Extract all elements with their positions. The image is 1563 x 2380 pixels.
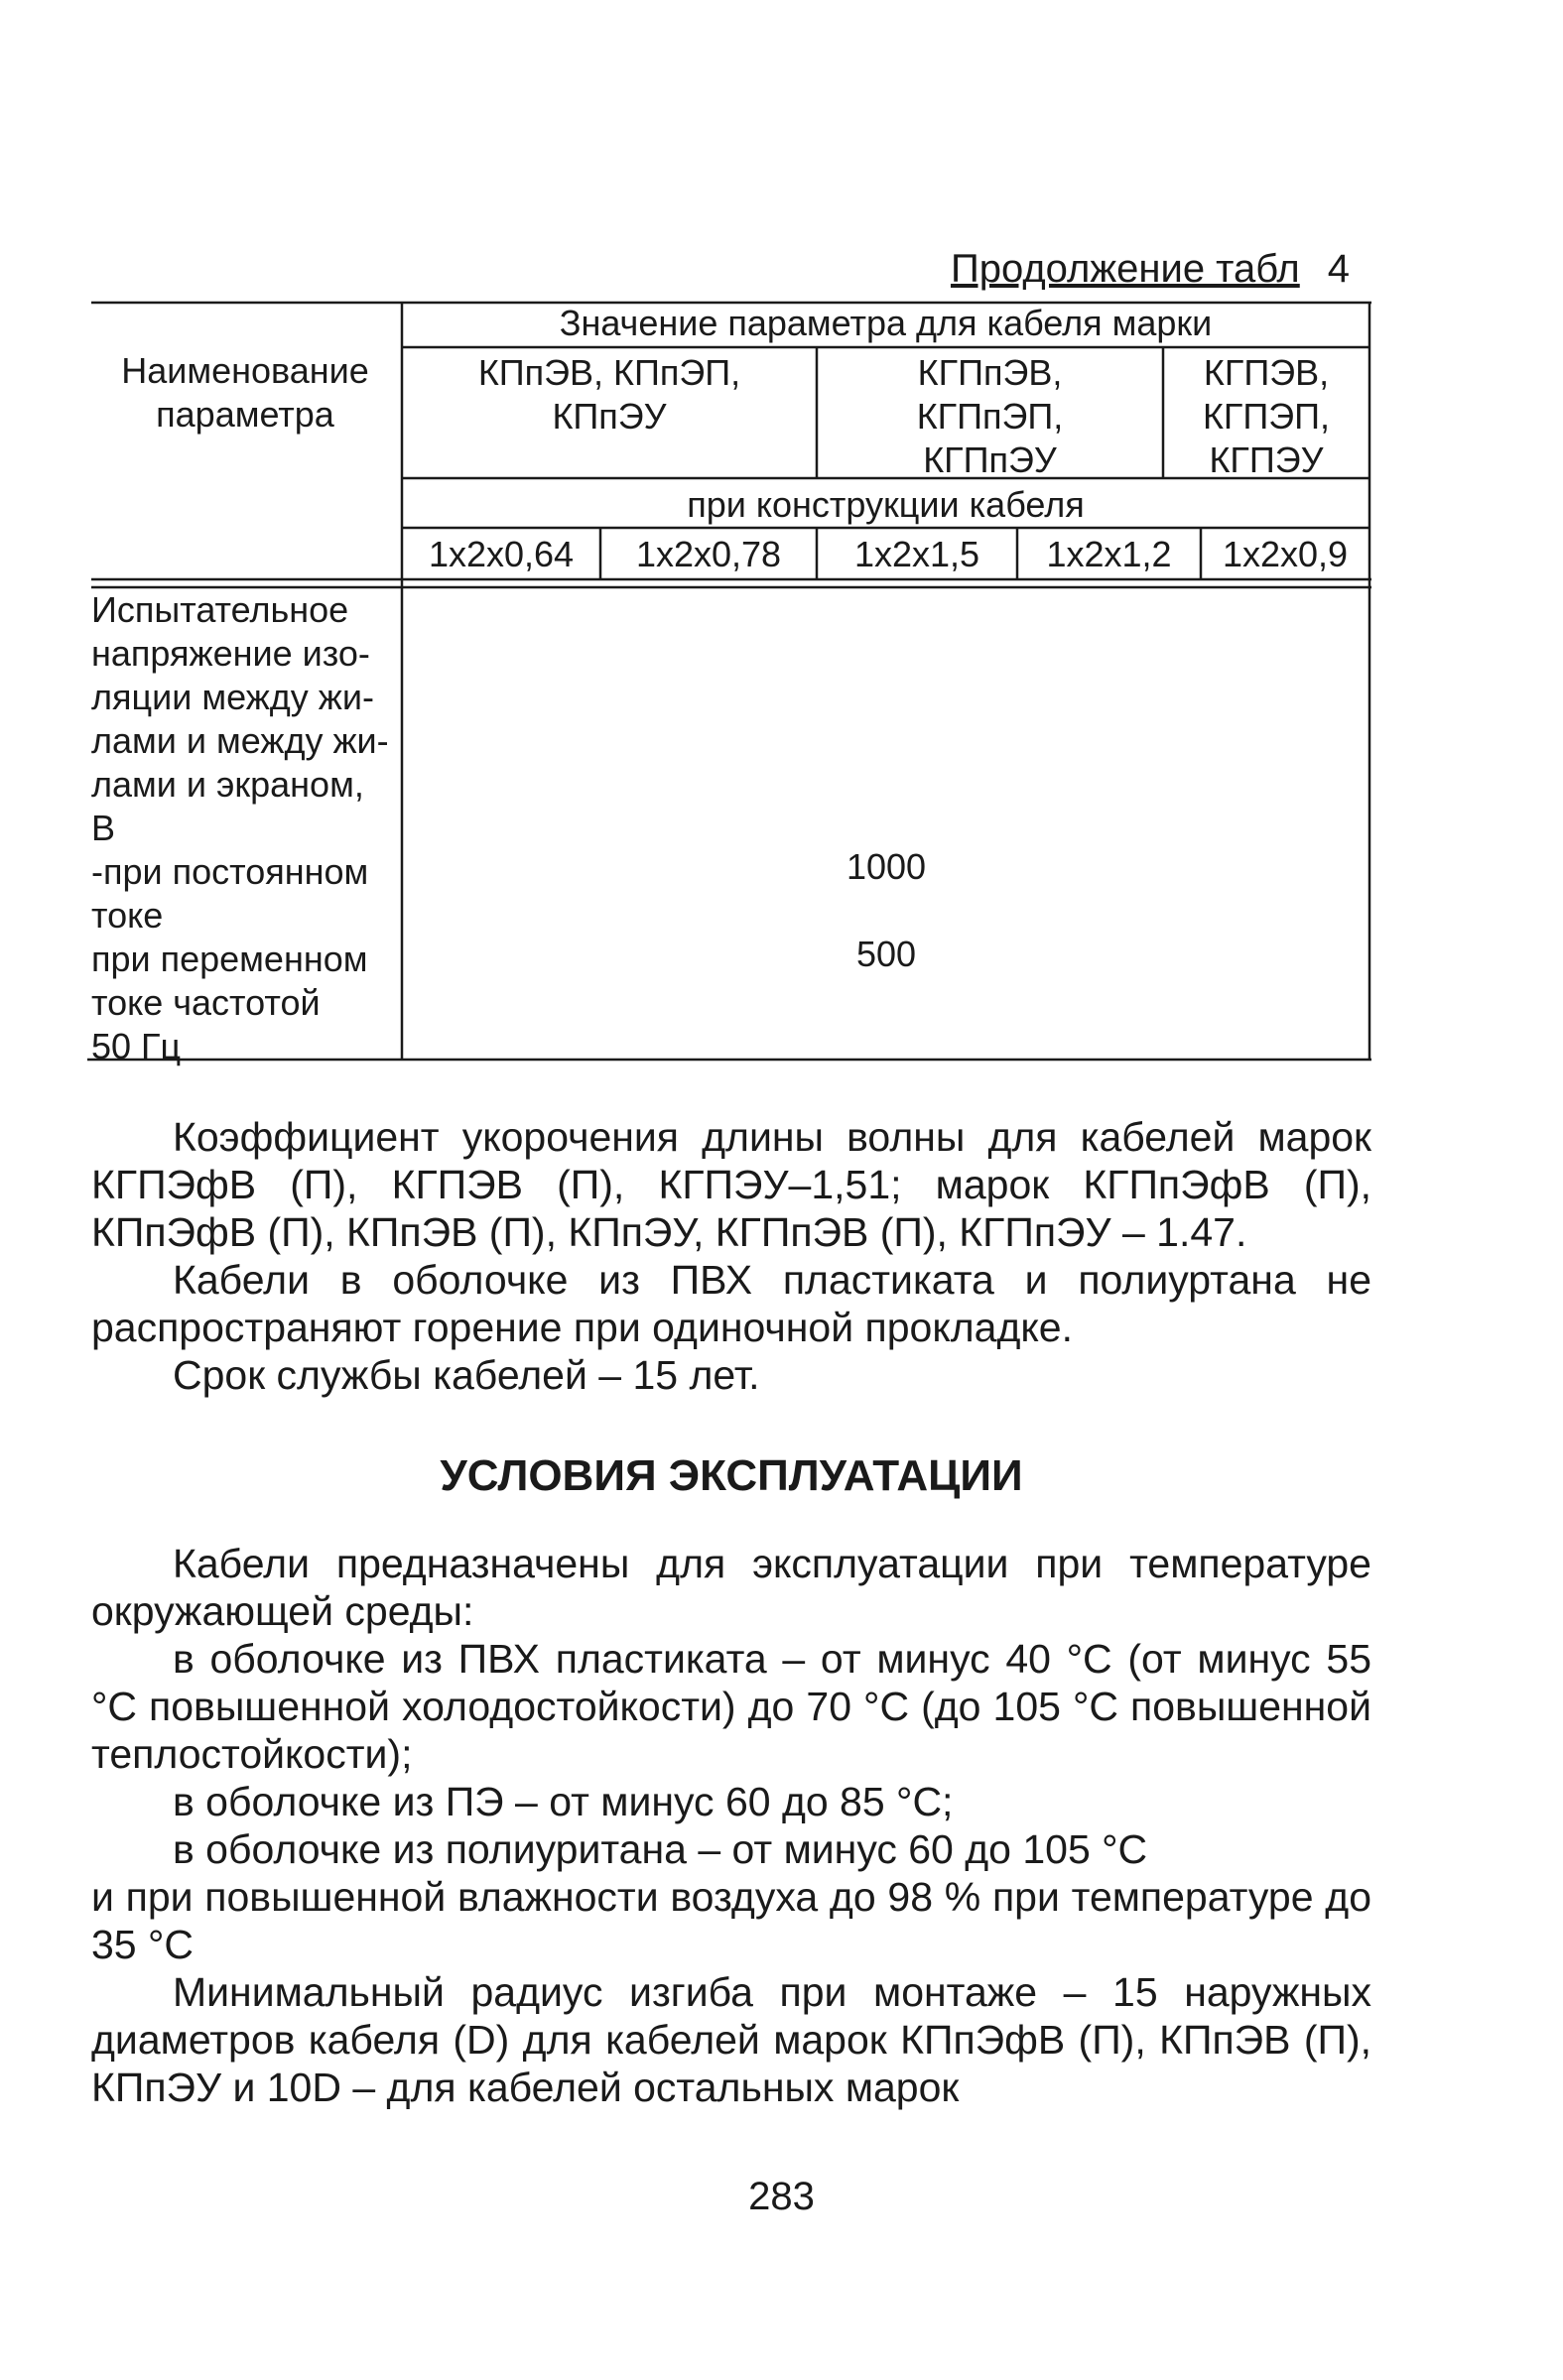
- brand-group-line: КПпЭУ: [552, 396, 667, 437]
- param-column-header: [111, 349, 379, 437]
- construction-cell: 1х2х1,5: [853, 534, 980, 574]
- param-line: 50 Гц: [91, 1026, 182, 1066]
- text-block-conditions: [91, 1540, 1371, 2111]
- construction-cell: 1х2х0,78: [635, 534, 782, 574]
- param-line: В: [91, 808, 116, 848]
- paragraph-flame: Кабели в оболочке из ПВХ пластиката и полиуртана не распространяют горение при одиночной прокладке.: [91, 1257, 1371, 1350]
- param-line: напряжение изо-: [91, 633, 370, 674]
- param-column-header-line: параметра: [156, 394, 334, 435]
- param-line: ляции между жи-: [91, 677, 374, 717]
- paragraph-bend-radius: Минимальный радиус изгиба при монтаже – 15 наружных диаметров кабеля (D) для кабелей марок КПпЭфВ (П), КПпЭВ (П), КПпЭУ и 10D – для кабелей остальных марок: [91, 1969, 1371, 2110]
- param-line: лами и экраном,: [91, 764, 364, 805]
- brand-group-2: [817, 351, 1163, 482]
- construction-cell: 1х2х0,64: [428, 534, 575, 574]
- table-caption-text: Продолжение табл: [950, 247, 1300, 291]
- paragraph-conditions-intro: Кабели предназначены для эксплуатации при температуре окружающей среды:: [91, 1541, 1371, 1634]
- param-line: при переменном: [91, 939, 368, 979]
- paragraph-shortening-coefficient: Коэффициент укорочения длины волны для кабелей марок КГПЭфВ (П), КГПЭВ (П), КГПЭУ–1,51; марок КГПпЭфВ (П), КПпЭфВ (П), КПпЭВ (П), КПпЭУ, КГПпЭВ (П), КГПпЭУ – 1.47.: [91, 1114, 1371, 1255]
- construction-header: при конструкции кабеля: [687, 484, 1085, 525]
- paragraph-humidity: и при повышенной влажности воздуха до 98 % при температуре до 35 °С: [91, 1874, 1371, 1967]
- brand-group-line: КГПпЭУ: [923, 439, 1057, 480]
- construction-cell: 1х2х1,2: [1046, 534, 1172, 574]
- param-line: Испытательное: [91, 589, 349, 630]
- param-description: [91, 588, 399, 1068]
- brand-group-line: КГПЭВ,: [1203, 352, 1330, 393]
- brand-group-line: КГПЭУ: [1209, 439, 1324, 480]
- brand-group-line: КГПпЭП,: [916, 396, 1064, 437]
- value-header: Значение параметра для кабеля марки: [559, 303, 1213, 343]
- paragraph-pe-temp: в оболочке из ПЭ – от минус 60 до 85 °С;: [173, 1779, 954, 1824]
- brand-group-line: КГПЭП,: [1202, 396, 1331, 437]
- brand-group-3: [1163, 351, 1369, 482]
- brand-group-1: [402, 351, 817, 438]
- value-ac: 500: [855, 934, 917, 974]
- paragraph-pvc-temp: в оболочке из ПВХ пластиката – от минус 40 °С (от минус 55 °С повышенной холодостойкости) до 70 °С (до 105 °С повышенной теплостойкости);: [91, 1636, 1371, 1777]
- param-line: -при постоянном: [91, 851, 369, 892]
- page-number: 283: [748, 2175, 815, 2218]
- param-line: лами и между жи-: [91, 720, 389, 761]
- section-heading: УСЛОВИЯ ЭКСПЛУАТАЦИИ: [440, 1451, 1023, 1500]
- param-line: токе: [91, 895, 164, 936]
- paragraph-pu-temp: в оболочке из полиуритана – от минус 60 до 105 °С: [173, 1826, 1148, 1872]
- param-line: токе частотой: [91, 982, 321, 1023]
- value-dc: 1000: [846, 846, 927, 887]
- brand-group-line: КПпЭВ, КПпЭП,: [477, 352, 741, 393]
- param-column-header-line: Наименование: [121, 350, 369, 391]
- table-caption-number: 4: [1327, 247, 1350, 291]
- construction-cell: 1х2х0,9: [1222, 534, 1349, 574]
- paragraph-service-life: Срок службы кабелей – 15 лет.: [173, 1352, 760, 1398]
- brand-group-line: КГПпЭВ,: [917, 352, 1063, 393]
- text-block-properties: [91, 1113, 1371, 1399]
